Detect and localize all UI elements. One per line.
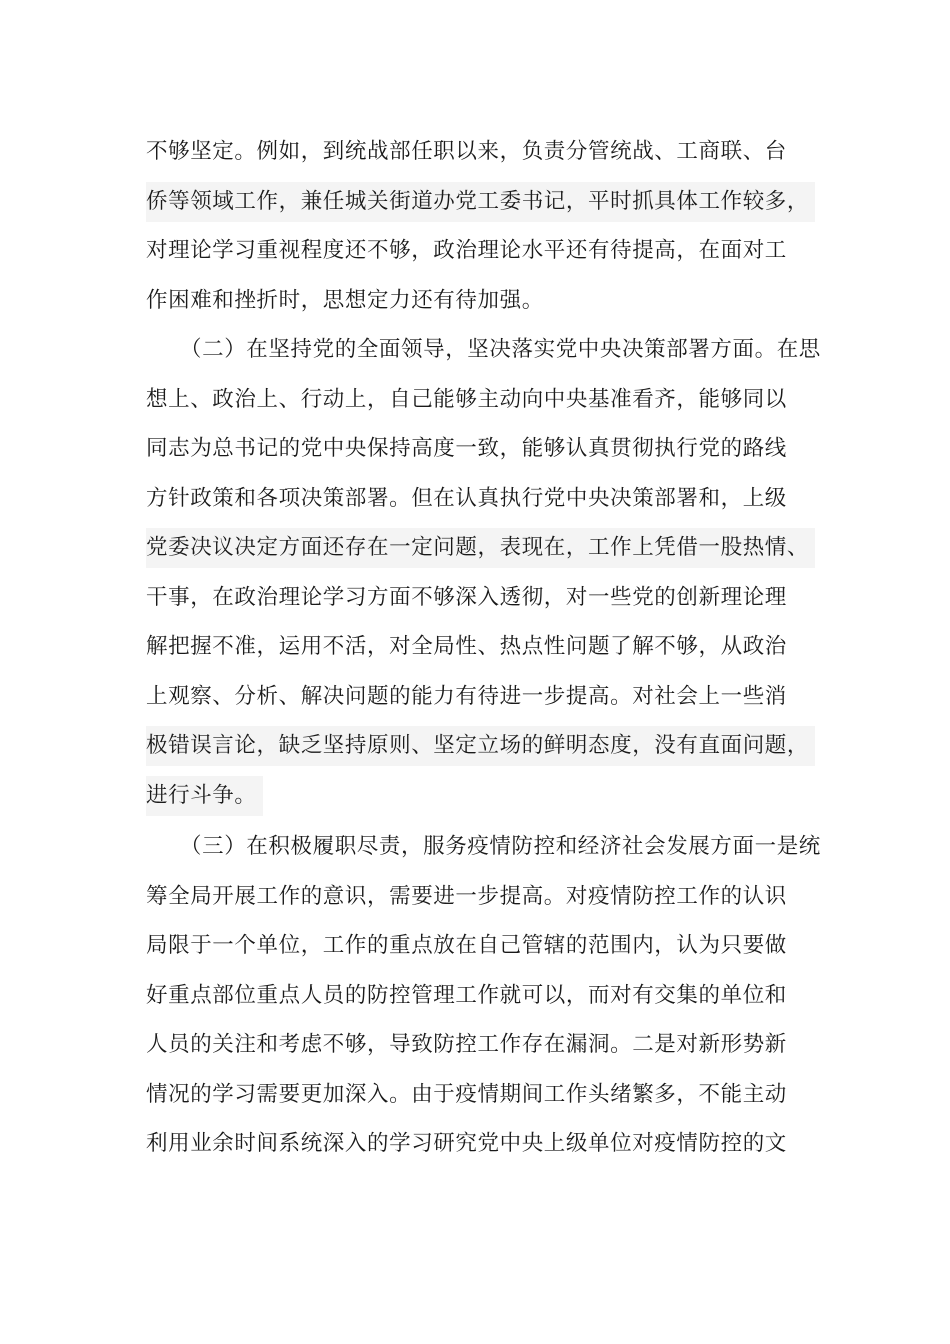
text-line: 党委决议决定方面还存在一定问题，表现在，工作上凭借一股热情、 — [146, 528, 815, 568]
text-line: 人员的关注和考虑不够，导致防控工作存在漏洞。二是对新形势新 — [146, 1032, 787, 1057]
text-line: 极错误言论，缺乏坚持原则、坚定立场的鲜明态度，没有直面问题， — [146, 726, 815, 766]
text-line: 干事，在政治理论学习方面不够深入透彻，对一些党的创新理论理 — [146, 585, 787, 610]
text-line: 上观察、分析、解决问题的能力有待进一步提高。对社会上一些消 — [146, 684, 787, 709]
text-line: 作困难和挫折时，思想定力还有待加强。 — [146, 288, 544, 313]
text-line: 同志为总书记的党中央保持高度一致，能够认真贯彻执行党的路线 — [146, 436, 787, 461]
text-line: 局限于一个单位，工作的重点放在自己管辖的范围内，认为只要做 — [146, 933, 787, 958]
text-line: 对理论学习重视程度还不够，政治理论水平还有待提高，在面对工 — [146, 238, 787, 263]
text-line: 方针政策和各项决策部署。但在认真执行党中央决策部署和，上级 — [146, 486, 787, 511]
text-line: 解把握不准，运用不活，对全局性、热点性问题了解不够，从政治 — [146, 634, 787, 659]
text-line: 侨等领域工作，兼任城关街道办党工委书记，平时抓具体工作较多， — [146, 182, 815, 222]
text-line: 筹全局开展工作的意识，需要进一步提高。对疫情防控工作的认识 — [146, 884, 787, 909]
text-line: 情况的学习需要更加深入。由于疫情期间工作头绪繁多，不能主动 — [146, 1082, 787, 1107]
text-line: 好重点部位重点人员的防控管理工作就可以，而对有交集的单位和 — [146, 983, 787, 1008]
text-line: 利用业余时间系统深入的学习研究党中央上级单位对疫情防控的文 — [146, 1131, 787, 1156]
text-line: 想上、政治上、行动上，自己能够主动向中央基准看齐，能够同以 — [146, 387, 787, 412]
text-line: （二）在坚持党的全面领导，坚决落实党中央决策部署方面。在思 — [180, 337, 821, 362]
text-line: 不够坚定。例如，到统战部任职以来，负责分管统战、工商联、台 — [146, 139, 787, 164]
text-line: 进行斗争。 — [146, 776, 263, 816]
text-line: （三）在积极履职尽责，服务疫情防控和经济社会发展方面一是统 — [180, 834, 821, 859]
